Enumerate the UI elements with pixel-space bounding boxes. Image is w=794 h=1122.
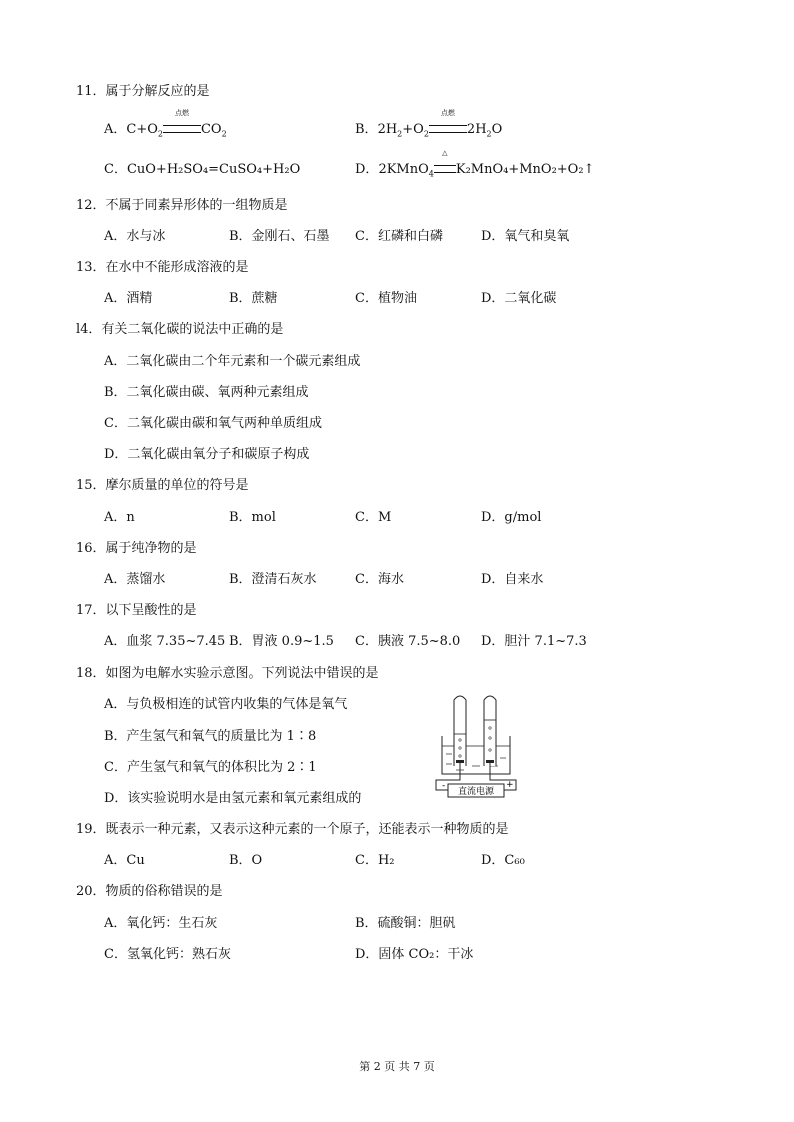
power-supply-label: 直流电源 [457, 787, 495, 797]
question-13-stem: 13．在水中不能形成溶液的是 [76, 260, 249, 275]
question-18-option-b: B．产生氢气和氧气的质量比为 1∶8 [104, 729, 317, 744]
negative-terminal-label: - [442, 781, 446, 791]
electrolysis-apparatus-image [434, 690, 518, 800]
question-20-option-c: C．氢氧化钙：熟石灰 [104, 947, 231, 962]
question-11-option-b: B．$2H_2+O_2$ 点燃 $2H_2O$ [355, 109, 503, 139]
reaction-arrow: 点燃 [163, 120, 201, 140]
question-16-option-a: A．蒸馏水 [104, 572, 166, 587]
question-17-option-c: C．胰液 7.5~8.0 [355, 634, 461, 649]
question-15-option-c: C．M [355, 510, 392, 525]
question-16-option-d: D．自来水 [481, 572, 544, 587]
question-13-option-b: B．蔗糖 [229, 291, 278, 306]
question-15-option-a: A．n [104, 510, 135, 525]
question-11-option-a: A．$C+O_2$ 点燃 $CO_2$ [104, 109, 227, 139]
question-12-option-c: C．红磷和白磷 [355, 229, 443, 244]
question-12-stem: 12．不属于同素异形体的一组物质是 [76, 198, 288, 213]
question-19-option-b: B．O [229, 853, 263, 868]
question-12-option-b: B．金刚石、石墨 [229, 229, 330, 244]
question-20-option-b: B．硫酸铜：胆矾 [355, 916, 456, 931]
question-19-option-a: A．Cu [104, 853, 145, 868]
question-18-option-a: A．与负极相连的试管内收集的气体是氧气 [104, 697, 348, 712]
question-19-option-c: C．H₂ [355, 853, 395, 868]
question-17-stem: 17．以下呈酸性的是 [76, 603, 197, 618]
question-13-option-d: D．二氧化碳 [481, 291, 557, 306]
question-15-option-d: D．g/mol [481, 510, 542, 525]
question-16-option-b: B．澄清石灰水 [229, 572, 317, 587]
question-18-stem: 18．如图为电解水实验示意图。下列说法中错误的是 [76, 666, 379, 681]
question-11-stem: 11．属于分解反应的是 [76, 84, 210, 99]
question-19-option-d: D．C₆₀ [481, 853, 525, 868]
question-14-option-d: D．二氧化碳由氧分子和碳原子构成 [104, 447, 310, 462]
question-20-stem: 20．物质的俗称错误的是 [76, 884, 223, 899]
question-17-option-d: D．胆汁 7.1~7.3 [481, 634, 587, 649]
positive-terminal-label: + [506, 780, 514, 790]
question-17-option-a: A．血浆 7.35~7.45 [104, 634, 226, 649]
question-15-option-b: B．mol [229, 510, 276, 525]
question-13-option-a: A．酒精 [104, 291, 153, 306]
reaction-arrow: △ [434, 160, 456, 180]
question-20-option-d: D．固体 CO₂：干冰 [355, 947, 474, 962]
question-17-option-b: B．胃液 0.9~1.5 [229, 634, 334, 649]
question-11-option-d: D．2KMnO$_4$ △ K₂MnO₄+MnO₂+O₂↑ [355, 149, 595, 179]
question-14-option-c: C．二氧化碳由碳和氧气两种单质组成 [104, 416, 322, 431]
question-14-option-b: B．二氧化碳由碳、氧两种元素组成 [104, 385, 309, 400]
question-18-option-d: D．该实验说明水是由氢元素和氧元素组成的 [104, 791, 362, 806]
question-16-option-c: C．海水 [355, 572, 404, 587]
question-11-option-c: C．CuO+H₂SO₄=CuSO₄+H₂O [104, 162, 301, 177]
question-15-stem: 15．摩尔质量的单位的符号是 [76, 478, 249, 493]
question-12-option-a: A．水与冰 [104, 229, 166, 244]
question-20-option-a: A．氧化钙：生石灰 [104, 916, 218, 931]
question-18-option-c: C．产生氢气和氧气的体积比为 2∶1 [104, 760, 317, 775]
question-14-stem: l4．有关二氧化碳的说法中正确的是 [76, 322, 284, 337]
question-12-option-d: D．氧气和臭氧 [481, 229, 570, 244]
page-footer: 第 2 页 共 7 页 [359, 1060, 435, 1073]
reaction-arrow: 点燃 [429, 120, 467, 140]
question-19-stem: 19．既表示一种元素，又表示这种元素的一个原子，还能表示一种物质的是 [76, 822, 509, 837]
electrolysis-diagram [434, 690, 518, 800]
question-14-option-a: A．二氧化碳由二个年元素和一个碳元素组成 [104, 354, 361, 369]
question-13-option-c: C．植物油 [355, 291, 417, 306]
question-16-stem: 16．属于纯净物的是 [76, 541, 197, 556]
